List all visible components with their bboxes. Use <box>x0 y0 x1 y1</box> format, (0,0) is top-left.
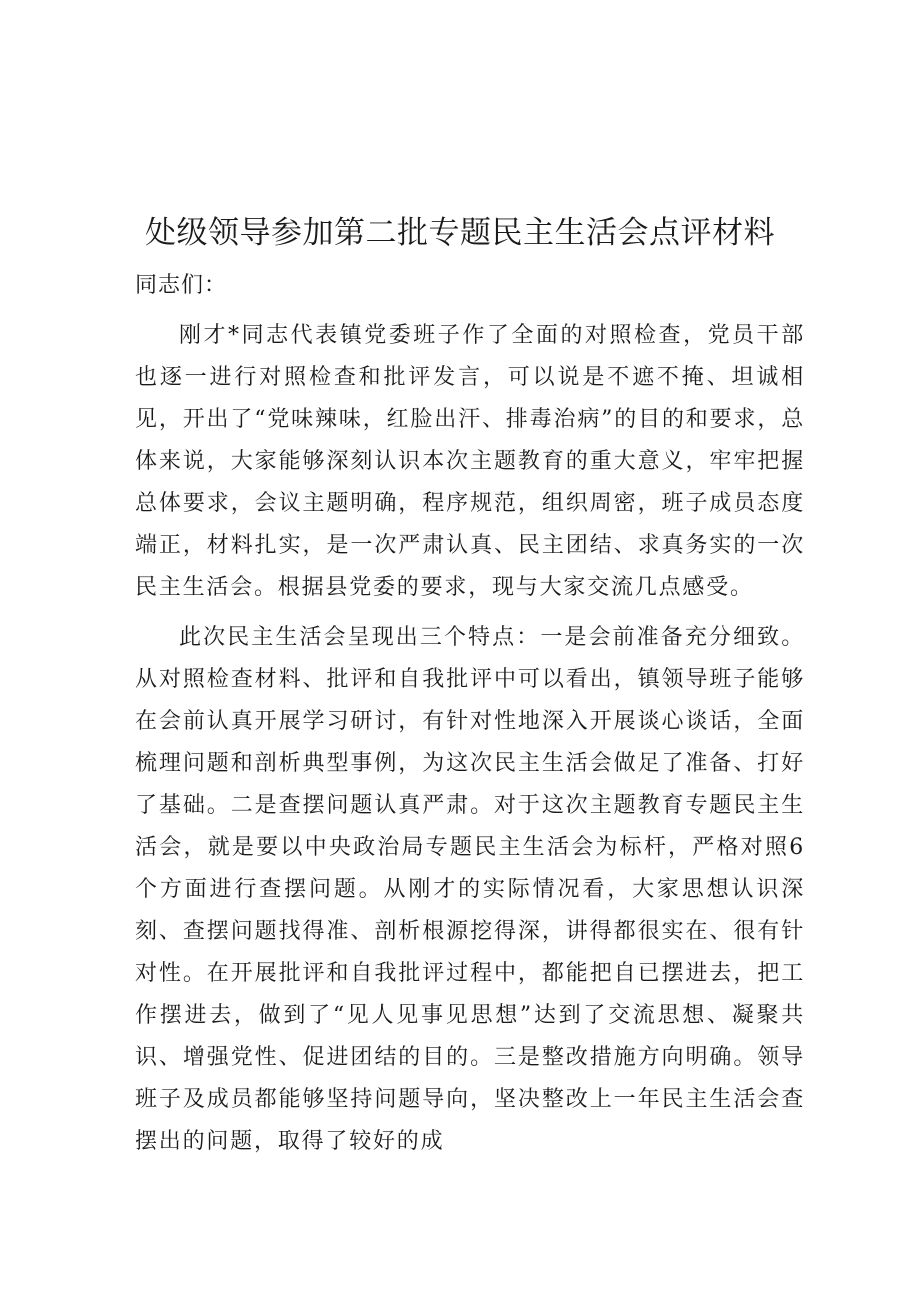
paragraph-1: 刚才*同志代表镇党委班子作了全面的对照检查，党员干部也逐一进行对照检查和批评发言，可以说是不遮不掩、坦诚相见，开出了“党味辣味，红脸出汗、排毒治病”的目的和要求，总体来说，大家能够深刻认识本次主题教育的重大意义，牢牢把握总体要求，会议主题明确，程序规范，组织周密，班子成员态度端正，材料扎实，是一次严肃认真、民主团结、求真务实的一次民主生活会。根据县党委的要求，现与大家交流几点感受。 <box>135 323 805 600</box>
paragraph-2: 此次民主生活会呈现出三个特点：一是会前准备充分细致。从对照检查材料、批评和自我批评中可以看出，镇领导班子能够在会前认真开展学习研讨，有针对性地深入开展谈心谈话，全面梳理问题和剖析典型事例，为这次民主生活会做足了准备、打好了基础。二是查摆问题认真严肃。对于这次主题教育专题民主生活会，就是要以中央政治局专题民主生活会为标杆，严格对照6个方面进行查摆问题。从刚才的实际情况看，大家思想认识深刻、查摆问题找得准、剖析根源挖得深，讲得都很实在、很有针对性。在开展批评和自我批评过程中，都能把自已摆进去，把工作摆进去，做到了“见人见事见思想”达到了交流思想、凝聚共识、增强党性、促进团结的目的。三是整改措施方向明确。领导班子及成员都能够坚持问题导向，坚决整改上一年民主生活会查摆出的问题，取得了较好的成 <box>135 625 805 1154</box>
document-title: 处级领导参加第二批专题民主生活会点评材料 <box>145 215 775 251</box>
salutation: 同志们： <box>135 273 228 298</box>
